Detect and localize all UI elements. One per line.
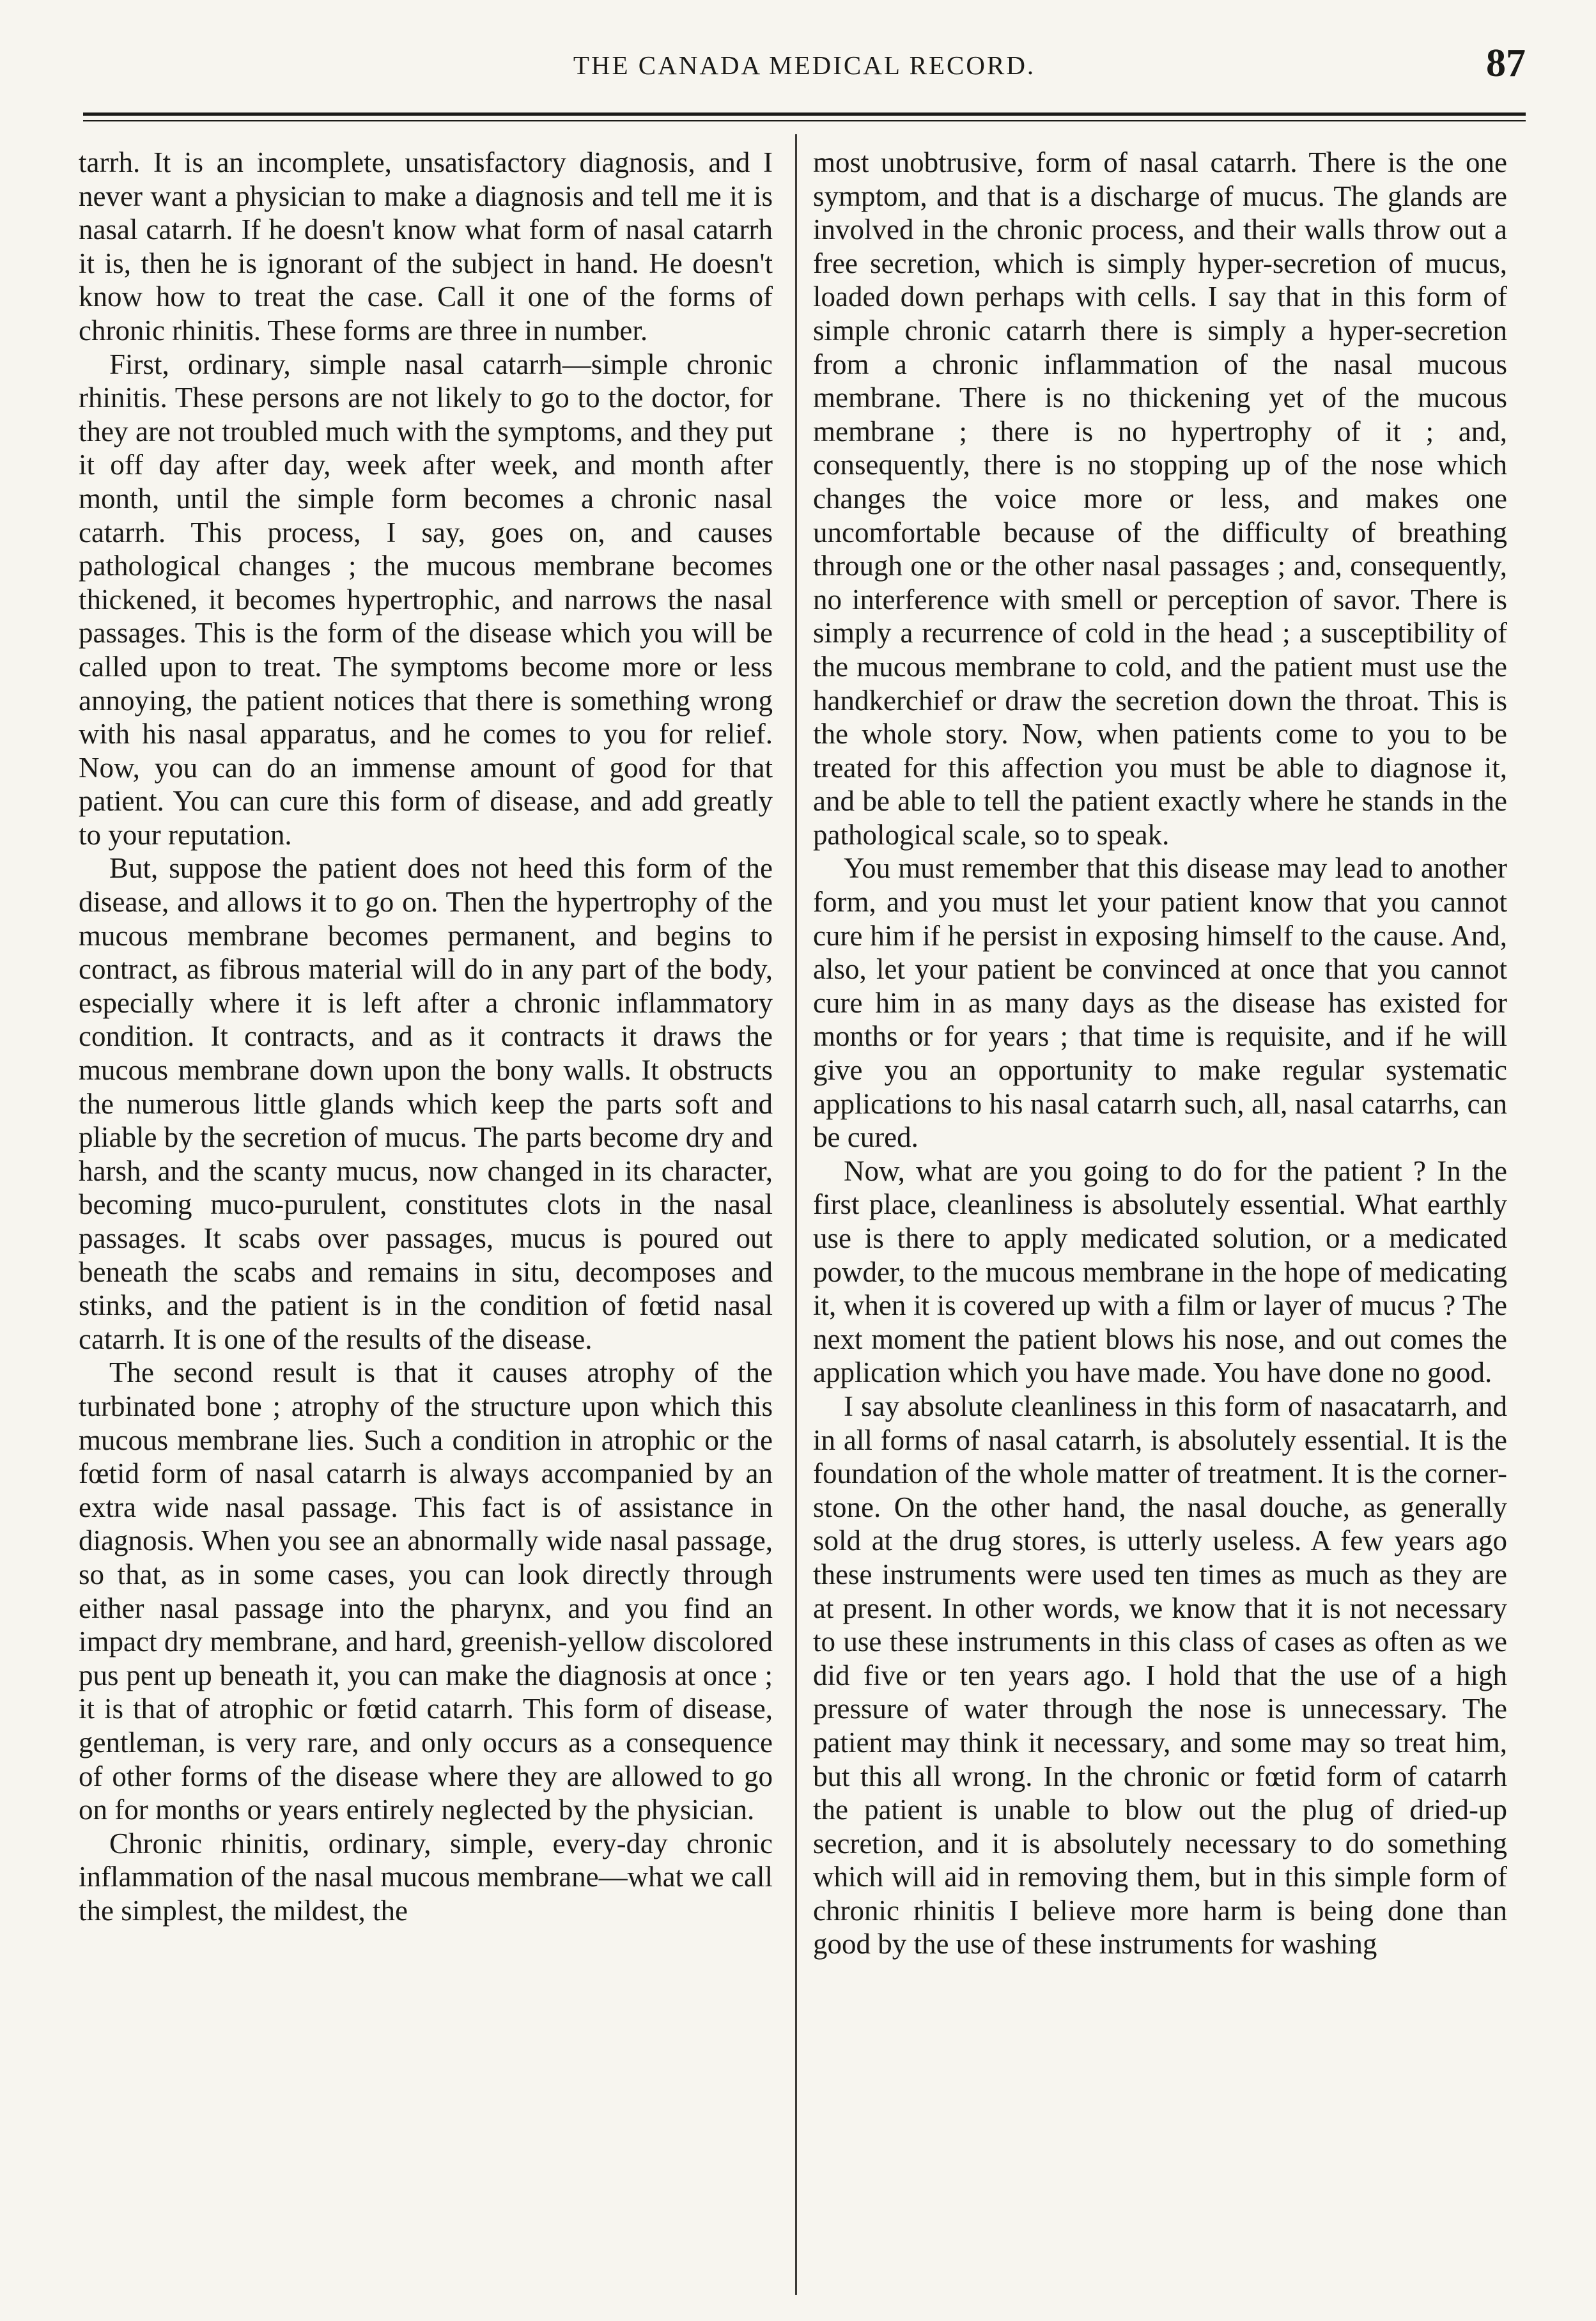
column-divider — [795, 134, 797, 2295]
header-rule-thick — [83, 113, 1526, 116]
paragraph: most unobtrusive, form of nasal catarrh. There is the one symptom, and that is a discharge of mucus. The glands are involved in the chronic process, and their walls throw out a free secretion, which is simply hyper-secretion of mucus, loaded down perhaps with cells. I say that in this form of simple chronic catarrh there is simply a hyper-secretion from a chronic inflammation of the nasal mucous membrane. There is no thickening yet of the mucous membrane ; there is no hypertrophy of it ; and, consequently, there is no stopping up of the nose which changes the voice more or less, and makes one uncomfortable because of the difficulty of breathing through one or the other nasal passages ; and, consequently, no interference with smell or perception of savor. There is simply a recurrence of cold in the head ; a susceptibility of the mucous membrane to cold, and the patient must use the handkerchief or draw the secretion down the throat. This is the whole story. Now, when patients come to you to be treated for this affection you must be able to diagnose it, and be able to tell the patient exactly where he stands in the pathological scale, so to speak. — [813, 146, 1507, 851]
paragraph: I say absolute cleanliness in this form of nasacatarrh, and in all forms of nasal catarrh, is absolutely essential. It is the foundation of the whole matter of treatment. It is the corner-stone. On the other hand, the nasal douche, as generally sold at the drug stores, is utterly useless. A few years ago these instruments were used ten times as much as they are at present. In other words, we know that it is not necessary to use these instruments in this class of cases as often as we did five or ten years ago. I hold that the use of a high pressure of water through the nose is unnecessary. The patient may think it necessary, and some may so treat him, but this all wrong. In the chronic or fœtid form of catarrh the patient is unable to blow out the plug of dried-up secretion, and it is absolutely necessary to do something which will aid in removing them, but in this simple form of chronic rhinitis I believe more harm is being done than good by the use of these instruments for washing — [813, 1390, 1507, 1960]
page-header — [83, 42, 1526, 96]
paragraph: Chronic rhinitis, ordinary, simple, every-day chronic inflammation of the nasal mucous membrane—what we call the simplest, the mildest, the — [79, 1827, 773, 1927]
paragraph: But, suppose the patient does not heed this form of the disease, and allows it to go on. Then the hypertrophy of the mucous membrane becomes permanent, and begins to contract, as fibrous material will do in any part of the body, especially where it is left after a chronic inflammatory condition. It contracts, and as it contracts it draws the mucous membrane down upon the bony walls. It obstructs the numerous little glands which keep the parts soft and pliable by the secretion of mucus. The parts become dry and harsh, and the scanty mucus, now changed in its character, becoming muco-purulent, constitutes clots in the nasal passages. It scabs over passages, mucus is poured out beneath the scabs and remains in situ, decomposes and stinks, and the patient is in the condition of fœtid nasal catarrh. It is one of the results of the disease. — [79, 852, 773, 1355]
running-head: THE CANADA MEDICAL RECORD. — [573, 50, 1036, 80]
paragraph: You must remember that this disease may lead to another form, and you must let your patient know that you cannot cure him if he persist in exposing himself to the cause. And, also, let your patient be convinced at once that you cannot cure him in as many days as the disease has existed for months or for years ; that time is requisite, and if he will give you an opportunity to make regular systematic applications to his nasal catarrh such, all, nasal catarrhs, can be cured. — [813, 852, 1507, 1154]
page-number: 87 — [1486, 42, 1526, 85]
right-column — [813, 146, 1507, 1961]
paragraph: tarrh. It is an incomplete, unsatisfactory diagnosis, and I never want a physician to make a diagnosis and tell me it is nasal catarrh. If he doesn't know what form of nasal catarrh it is, then he is ignorant of the subject in hand. He doesn't know how to treat the case. Call it one of the forms of chronic rhinitis. These forms are three in number. — [79, 146, 773, 346]
left-column — [79, 146, 773, 1927]
paragraph: The second result is that it causes atrophy of the turbinated bone ; atrophy of the structure upon which this mucous membrane lies. Such a condition in atrophic or the fœtid form of nasal catarrh is always accompanied by an extra wide nasal passage. This fact is of assistance in diagnosis. When you see an abnormally wide nasal passage, so that, as in some cases, you can look directly through either nasal passage into the pharynx, and you find an impact dry membrane, and hard, greenish-yellow discolored pus pent up beneath it, you can make the diagnosis at once ; it is that of atrophic or fœtid catarrh. This form of disease, gentleman, is very rare, and only occurs as a consequence of other forms of the disease where they are allowed to go on for months or years entirely neglected by the physician. — [79, 1356, 773, 1826]
paragraph: First, ordinary, simple nasal catarrh—simple chronic rhinitis. These persons are not likely to go to the doctor, for they are not troubled much with the symptoms, and they put it off day after day, week after week, and month after month, until the simple form becomes a chronic nasal catarrh. This process, I say, goes on, and causes pathological changes ; the mucous membrane becomes thickened, it becomes hypertrophic, and narrows the nasal passages. This is the form of the disease which you will be called upon to treat. The symptoms become more or less annoying, the patient notices that there is something wrong with his nasal apparatus, and he comes to you for relief. Now, you can do an immense amount of good for that patient. You can cure this form of disease, and add greatly to your reputation. — [79, 348, 773, 851]
header-rule-thin — [83, 120, 1526, 121]
paragraph: Now, what are you going to do for the patient ? In the first place, cleanliness is absolutely essential. What earthly use is there to apply medicated solution, or a medicated powder, to the mucous membrane in the hope of medicating it, when it is covered up with a film or layer of mucus ? The next moment the patient blows his nose, and out comes the application which you have made. You have done no good. — [813, 1154, 1507, 1389]
